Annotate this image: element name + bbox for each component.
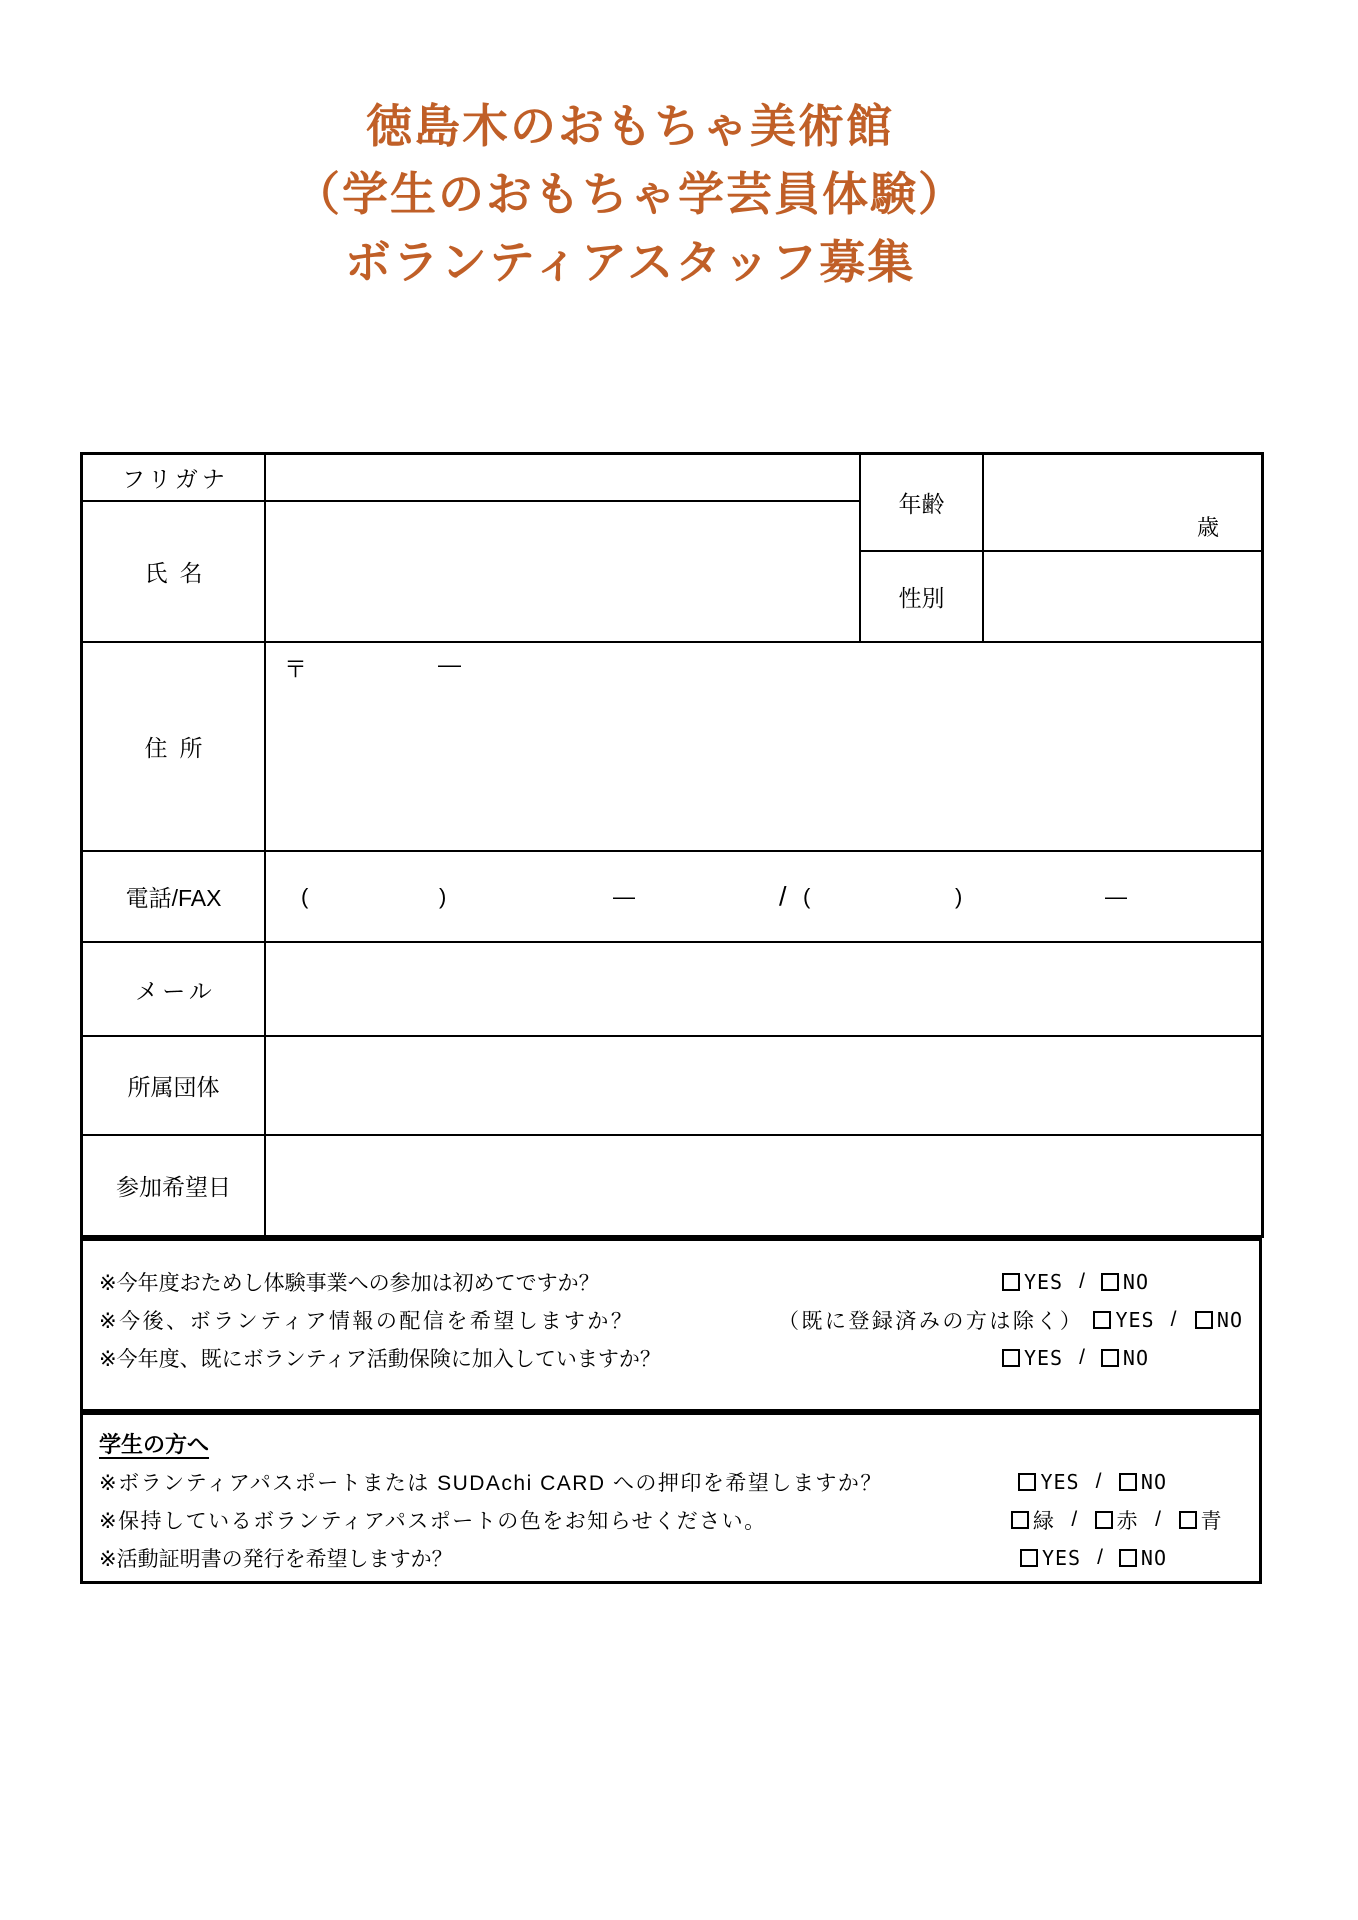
answer-group (1002, 1270, 1149, 1294)
gender-label-cell (861, 552, 982, 641)
phone-paren-close-2: ) (955, 883, 963, 909)
address-input-cell[interactable] (266, 643, 1261, 850)
checkbox-icon[interactable] (1018, 1473, 1036, 1491)
option-yes[interactable] (1093, 1308, 1154, 1332)
question-note: （既に登録済みの方は除く） (777, 1310, 1084, 1333)
page-title-line2: （学生のおもちゃ学芸員体験） (294, 168, 966, 220)
option-label: NO (1122, 1346, 1149, 1370)
checkbox-icon[interactable] (1179, 1511, 1197, 1529)
answer-group (1002, 1346, 1149, 1370)
page-title (80, 92, 1180, 296)
option-no[interactable] (1101, 1270, 1149, 1294)
option-separator: / (1097, 1546, 1103, 1569)
checkbox-icon[interactable] (1002, 1349, 1020, 1367)
checkbox-icon[interactable] (1020, 1549, 1038, 1567)
phone-fax-label: 電話/FAX (125, 885, 222, 911)
mail-label-cell (83, 943, 264, 1035)
option-red[interactable] (1095, 1505, 1140, 1535)
option-yes[interactable] (1002, 1346, 1063, 1370)
option-label: YES (1023, 1346, 1064, 1370)
participation-date-input-cell[interactable] (266, 1136, 1261, 1235)
postal-code-dash: — (438, 651, 461, 677)
phone-paren-close-1: ) (439, 883, 447, 909)
option-green[interactable] (1011, 1505, 1056, 1535)
checkbox-icon[interactable] (1119, 1473, 1137, 1491)
option-label: YES (1023, 1270, 1064, 1294)
phone-dash-1: — (613, 883, 635, 909)
applicant-form-table (80, 452, 1264, 1238)
checkbox-icon[interactable] (1119, 1549, 1137, 1567)
question-row-stamp (99, 1463, 1245, 1501)
option-no[interactable] (1119, 1470, 1167, 1494)
participation-date-label-cell (83, 1136, 264, 1235)
question-text: ※今年度おためし体験事業への参加は初めてですか？ (99, 1272, 600, 1295)
option-label: NO (1140, 1546, 1167, 1570)
option-label: NO (1122, 1270, 1149, 1294)
question-text: ※今後、ボランティア情報の配信を希望しますか？ (99, 1310, 635, 1333)
age-label: 年齢 (898, 491, 945, 517)
option-label: NO (1140, 1470, 1167, 1494)
answer-group (1018, 1470, 1167, 1494)
checkbox-icon[interactable] (1093, 1311, 1111, 1329)
option-label: 赤 (1116, 1510, 1140, 1533)
general-questions-section (80, 1238, 1262, 1412)
gender-input-cell[interactable] (984, 552, 1261, 641)
furigana-input-cell[interactable] (266, 455, 859, 500)
option-label: 青 (1200, 1510, 1223, 1533)
participation-date-label: 参加希望日 (116, 1174, 231, 1200)
furigana-label: フリガナ (122, 466, 229, 492)
option-no[interactable] (1195, 1308, 1243, 1332)
name-input-cell[interactable] (266, 502, 859, 641)
question-row-certificate (99, 1539, 1245, 1577)
mail-label: メール (135, 977, 216, 1004)
option-separator: / (1170, 1308, 1179, 1331)
organization-label-cell (83, 1037, 264, 1134)
option-yes[interactable] (1002, 1270, 1063, 1294)
page-title-line1: 徳島木のおもちゃ美術館 (366, 100, 894, 152)
organization-label: 所属団体 (127, 1074, 220, 1100)
question-row-first-time (99, 1263, 1245, 1301)
question-row-passport-color (99, 1501, 1245, 1539)
option-label: YES (1041, 1546, 1082, 1570)
mail-input-cell[interactable] (266, 943, 1261, 1035)
option-yes[interactable] (1018, 1470, 1079, 1494)
phone-dash-2: — (1105, 883, 1127, 909)
option-separator: / (1071, 1508, 1079, 1531)
address-label-cell (83, 643, 264, 850)
checkbox-icon[interactable] (1101, 1273, 1119, 1291)
name-label: 氏名 (144, 560, 215, 586)
option-label: YES (1115, 1308, 1155, 1332)
question-text: ※ボランティアパスポートまたは SUDAchi CARD への押印を希望しますか？ (99, 1472, 883, 1495)
option-separator: / (1155, 1508, 1163, 1531)
phone-label-cell (83, 852, 264, 941)
postal-mark-icon: 〒 (284, 656, 307, 682)
student-section (80, 1412, 1262, 1584)
option-label: NO (1216, 1308, 1243, 1332)
name-label-cell (83, 502, 264, 641)
question-text: ※今年度、既にボランティア活動保険に加入していますか？ (99, 1348, 661, 1371)
checkbox-icon[interactable] (1011, 1511, 1029, 1529)
answer-group (778, 1305, 1243, 1335)
age-unit-label: 歳 (1196, 515, 1219, 540)
checkbox-icon[interactable] (1195, 1311, 1213, 1329)
answer-group (1020, 1546, 1167, 1570)
age-input-cell[interactable] (984, 455, 1261, 550)
checkbox-icon[interactable] (1002, 1273, 1020, 1291)
option-no[interactable] (1101, 1346, 1149, 1370)
checkbox-icon[interactable] (1101, 1349, 1119, 1367)
option-no[interactable] (1119, 1546, 1167, 1570)
gender-label: 性別 (898, 585, 945, 611)
phone-paren-open-1: ( (301, 883, 309, 909)
checkbox-icon[interactable] (1095, 1511, 1113, 1529)
option-separator: / (1095, 1470, 1103, 1493)
address-label: 住所 (144, 735, 215, 761)
student-section-heading: 学生の方へ (99, 1431, 210, 1457)
question-text: ※活動証明書の発行を希望しますか？ (99, 1548, 453, 1571)
phone-input-cell[interactable] (266, 852, 1261, 941)
age-label-cell (861, 455, 982, 550)
option-label: YES (1040, 1470, 1080, 1494)
phone-fax-slash: / (779, 881, 787, 911)
option-label: 緑 (1032, 1510, 1056, 1533)
answer-group (1011, 1505, 1223, 1535)
phone-paren-open-2: ( (803, 883, 811, 909)
option-separator: / (1079, 1346, 1085, 1369)
option-blue[interactable] (1179, 1505, 1224, 1535)
organization-input-cell[interactable] (266, 1037, 1261, 1134)
question-text: ※保持しているボランティアパスポートの色をお知らせください。 (99, 1510, 767, 1533)
question-row-insurance (99, 1339, 1245, 1377)
question-row-newsletter (99, 1301, 1245, 1339)
option-separator: / (1079, 1270, 1085, 1293)
furigana-label-cell (83, 455, 264, 500)
option-yes[interactable] (1020, 1546, 1081, 1570)
page-title-line3: ボランティアスタッフ募集 (344, 236, 916, 288)
